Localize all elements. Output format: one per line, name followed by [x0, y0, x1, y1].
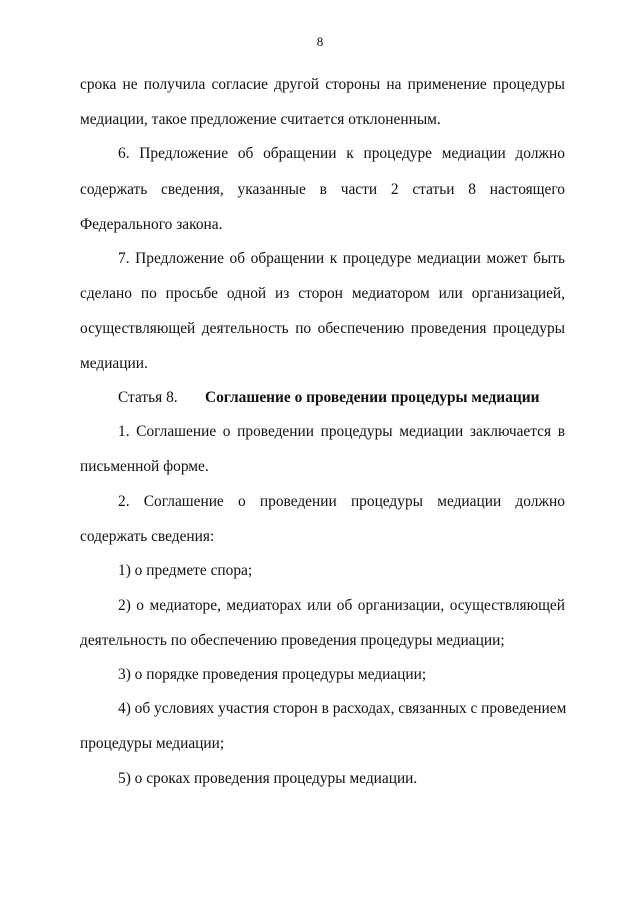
list-item-1: 1) о предмете спора;: [118, 562, 253, 579]
paragraph-7-line-1: 7. Предложение об обращении к процедуре медиации может быть: [118, 250, 565, 267]
article-title: Соглашение о проведении процедуры медиации: [205, 389, 540, 406]
paragraph-7-line-3: осуществляющей деятельность по обеспечению проведения процедуры: [80, 320, 565, 337]
paragraph-intro-line-1: срока не получила согласие другой стороны на применение процедуры: [80, 76, 565, 93]
article-8-part-1-line-1: 1. Соглашение о проведении процедуры медиации заключается в: [118, 423, 565, 440]
article-label: Статья 8.: [118, 389, 178, 406]
article-8-part-2-line-2: содержать сведения:: [80, 528, 215, 545]
paragraph-6-line-1: 6. Предложение об обращении к процедуре медиации должно: [118, 145, 565, 162]
paragraph-6-line-3: Федерального закона.: [80, 216, 223, 233]
article-8-part-1-line-2: письменной форме.: [80, 458, 209, 475]
paragraph-intro-line-2: медиации, такое предложение считается отклоненным.: [80, 111, 441, 128]
paragraph-7-line-4: медиации.: [80, 355, 148, 372]
page-number: 8: [316, 34, 324, 49]
paragraph-6-line-2: содержать сведения, указанные в части 2 статьи 8 настоящего: [80, 181, 565, 198]
list-item-2-line-1: 2) о медиаторе, медиаторах или об организации, осуществляющей: [118, 597, 565, 614]
list-item-2-line-2: деятельность по обеспечению проведения процедуры медиации;: [80, 632, 505, 649]
list-item-4-line-2: процедуры медиации;: [80, 735, 225, 752]
paragraph-7-line-2: сделано по просьбе одной из сторон медиатором или организацией,: [80, 285, 565, 302]
list-item-3: 3) о порядке проведения процедуры медиации;: [118, 666, 427, 683]
list-item-4-line-1: 4) об условиях участия сторон в расходах, связанных с проведением: [118, 700, 567, 717]
list-item-5: 5) о сроках проведения процедуры медиации.: [118, 770, 418, 787]
article-8-part-2-line-1: 2. Соглашение о проведении процедуры медиации должно: [118, 493, 565, 510]
